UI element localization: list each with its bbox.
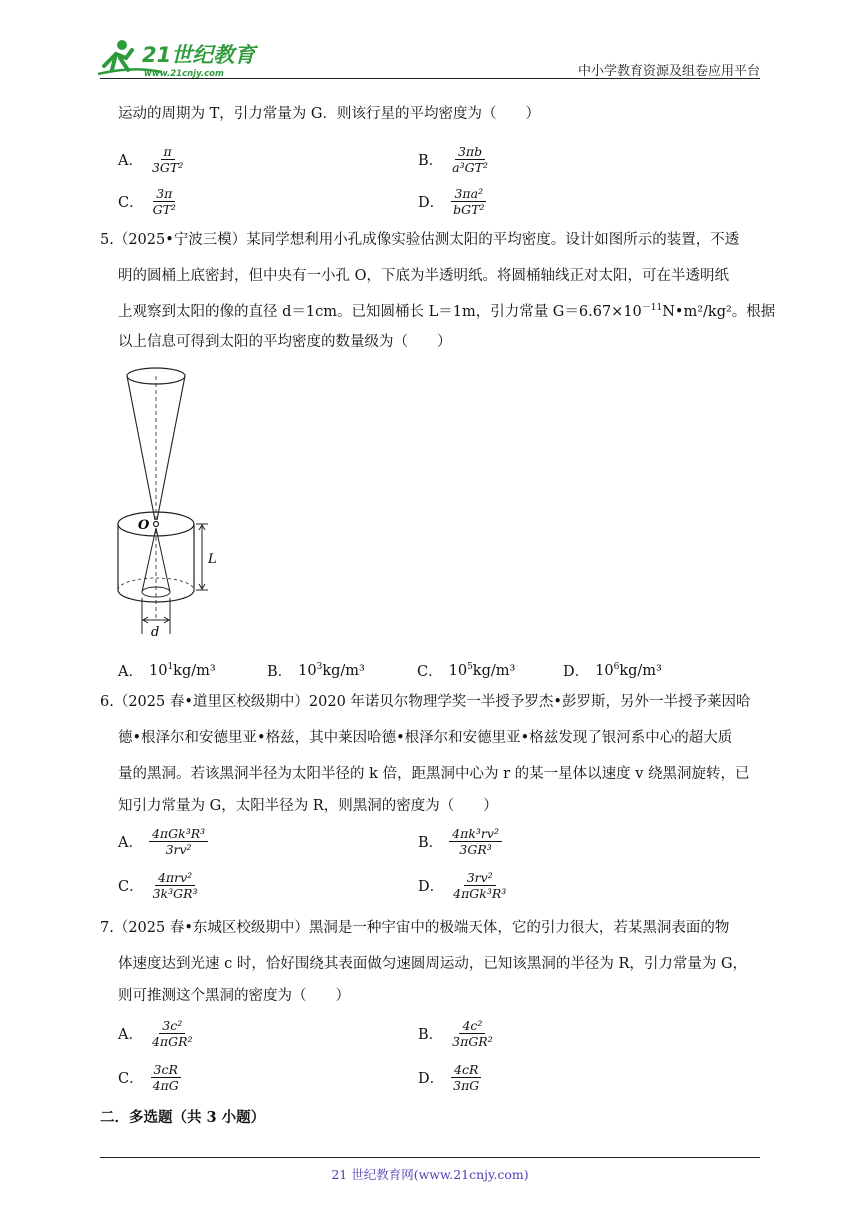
denominator: bGT² (453, 202, 485, 217)
denominator: 3πG (453, 1078, 480, 1093)
denominator: a³GT² (452, 160, 488, 175)
q5-line-2: 明的圆桶上底密封，但中央有一小孔 O，下底为半透明纸。将圆桶轴线正对太阳，可在半透明纸 (118, 268, 729, 284)
q6-line-3: 量的黑洞。若该黑洞半径为太阳半径的 k 倍，距黑洞中心为 r 的某一星体以速度 v 绕黑洞旋转，已 (118, 766, 750, 782)
q4-option-d[interactable] (418, 186, 487, 217)
fraction (150, 1062, 182, 1093)
fraction (449, 826, 502, 857)
q7-option-a[interactable] (118, 1018, 196, 1049)
numerator: π (161, 144, 175, 160)
numerator: 4πrv² (155, 870, 195, 886)
numerator: 3c² (159, 1018, 185, 1034)
option-label: D． (563, 664, 590, 680)
option-label: A． (118, 1027, 143, 1043)
q6-option-a[interactable] (118, 826, 208, 857)
numerator: 4cR (451, 1062, 481, 1078)
header-platform-title: 中小学教育资源及组卷应用平台 (577, 64, 760, 79)
q5-option-c[interactable] (417, 660, 515, 681)
option-label: C． (118, 1071, 144, 1087)
denominator: 3GT² (151, 160, 184, 175)
option-label: C． (417, 664, 443, 680)
option-label: B． (418, 835, 444, 851)
denominator: GT² (152, 202, 176, 217)
numerator: 3cR (151, 1062, 181, 1078)
fraction (150, 870, 201, 901)
option-label: A． (118, 664, 143, 680)
q7-option-d[interactable] (418, 1062, 482, 1093)
q7-line-2: 体速度达到光速 c 时，恰好围绕其表面做匀速圆周运动，已知该黑洞的半径为 R，引力常量为 G， (118, 956, 748, 972)
q7-line-1: 7.（2025 春•东城区校级期中）黑洞是一种宇宙中的极端天体，它的引力很大，若某黑洞表面的物 (100, 920, 730, 936)
option-label: D． (418, 879, 445, 895)
numerator: 3rv² (464, 870, 496, 886)
runner-logo-icon (92, 36, 262, 82)
numerator: 3π (153, 186, 175, 202)
q6-line-4: 知引力常量为 G，太阳半径为 R，则黑洞的密度为（ ） (118, 798, 498, 814)
q5-exponent: －11 (641, 303, 663, 313)
fraction (450, 186, 487, 217)
option-label: A． (118, 835, 143, 851)
logo-text: 21世纪教育 (142, 43, 256, 67)
section-title-multiple-choice: 二．多选题（共 3 小题） (100, 1109, 266, 1126)
option-value: $10^1kg/m^3$ (148, 661, 216, 679)
option-label: A． (118, 153, 143, 169)
label-l: L (208, 552, 217, 567)
q5-option-d[interactable] (563, 660, 662, 681)
q4-stem: 运动的周期为 T，引力常量为 G．则该行星的平均密度为（ ） (118, 106, 540, 122)
option-value: $10^3kg/m^3$ (298, 661, 365, 679)
q4-option-b[interactable] (418, 144, 491, 175)
q5-line-3-text: 上观察到太阳的像的直径 d＝1cm。已知圆桶长 L＝1m，引力常量 G＝6.67×10 (118, 304, 642, 320)
option-label: C． (118, 195, 144, 211)
q6-line-1: 6.（2025 春•道里区校级期中）2020 年诺贝尔物理学奖一半授予罗杰•彭罗斯，另外一半授予莱因哈 (100, 694, 751, 710)
site-logo (92, 36, 262, 82)
footer-link[interactable]: 21 世纪教育网(www.21cnjy.com) (331, 1167, 529, 1182)
numerator: 4πk³rv² (449, 826, 502, 842)
option-label: D． (418, 1071, 445, 1087)
numerator: 4c² (459, 1018, 485, 1034)
q4-option-c[interactable] (118, 186, 179, 217)
pinhole-cylinder-figure (112, 362, 224, 644)
header-divider (100, 78, 760, 79)
fraction (149, 144, 186, 175)
denominator: 3πGR² (452, 1034, 493, 1049)
fraction (450, 870, 509, 901)
logo-url: www.21cnjy.com (144, 69, 224, 79)
denominator: 4πGk³R³ (453, 886, 507, 901)
denominator: 3rv² (165, 842, 192, 857)
footer-divider (100, 1157, 760, 1158)
fraction (149, 826, 208, 857)
q5-line-3 (118, 302, 775, 322)
denominator: 4πGR² (151, 1034, 193, 1049)
fraction (449, 144, 491, 175)
denominator: 4πG (152, 1078, 179, 1093)
q5-line-1: 5.（2025•宁波三模）某同学想利用小孔成像实验估测太阳的平均密度。设计如图所示的装置，不透 (100, 232, 740, 248)
option-value: $10^5kg/m^3$ (448, 661, 516, 679)
q4-option-a[interactable] (118, 144, 186, 175)
q7-option-c[interactable] (118, 1062, 182, 1093)
label-d: d (151, 625, 160, 640)
label-o: O (138, 518, 150, 533)
q6-option-d[interactable] (418, 870, 509, 901)
q5-option-a[interactable] (118, 660, 216, 681)
option-label: B． (418, 1027, 444, 1043)
fraction (149, 1018, 196, 1049)
fraction (449, 1018, 496, 1049)
option-label: D． (418, 195, 445, 211)
q6-option-c[interactable] (118, 870, 201, 901)
q5-line-4: 以上信息可得到太阳的平均密度的数量级为（ ） (118, 334, 452, 350)
q6-option-b[interactable] (418, 826, 502, 857)
numerator: 3πa² (451, 186, 486, 202)
fraction (450, 1062, 482, 1093)
q6-line-2: 德•根泽尔和安德里亚•格兹，其中莱因哈德•根泽尔和安德里亚•格兹发现了银河系中心的超大质 (118, 730, 733, 746)
numerator: 4πGk³R³ (149, 826, 208, 842)
numerator: 3πb (455, 144, 485, 160)
q5-line-3-tail: N•m²/kg²。根据 (662, 304, 776, 320)
fraction (150, 186, 179, 217)
q7-line-3: 则可推测这个黑洞的密度为（ ） (118, 988, 350, 1004)
q7-option-b[interactable] (418, 1018, 496, 1049)
denominator: 3GR³ (459, 842, 492, 857)
option-label: C． (118, 879, 144, 895)
option-label: B． (267, 664, 293, 680)
option-value: $10^6kg/m^3$ (595, 661, 662, 679)
denominator: 3k³GR³ (152, 886, 198, 901)
q5-option-b[interactable] (267, 660, 365, 681)
option-label: B． (418, 153, 444, 169)
